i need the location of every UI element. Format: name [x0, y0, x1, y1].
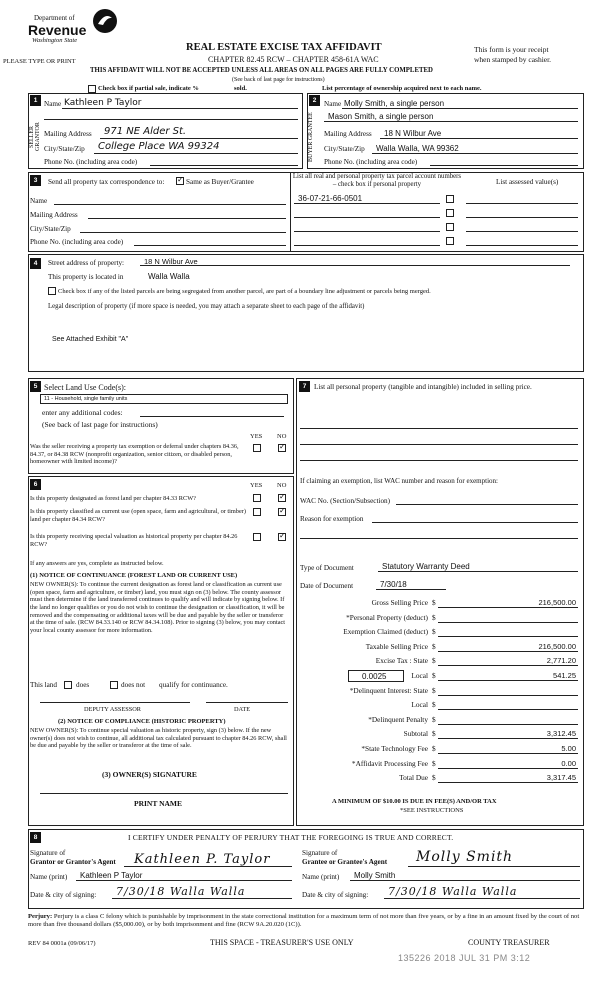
seller-side-label: SELLER GRANTOR [29, 122, 41, 152]
reason-label: Reason for exemption [300, 515, 364, 523]
historic-question: Is this property receiving special valuation as historical property per chapter 84.26 RCW? [30, 533, 238, 548]
sec5-yes-label: YES [250, 433, 263, 440]
doc-date-value: 7/30/18 [380, 580, 407, 589]
tax-row-dollar: $ [432, 641, 436, 651]
exemption-no-checkbox[interactable] [278, 444, 286, 452]
tax-row-label: Local [411, 700, 428, 710]
grantee-sig-label-2: Grantee or Grantee's Agent [302, 858, 388, 866]
tax-row-label: Excise Tax : State [375, 656, 428, 666]
buyer-name-label: Name [324, 100, 342, 108]
corr-phone-label: Phone No. (including area code) [30, 238, 124, 246]
located-in-label: This property is located in [48, 273, 124, 281]
parcel-personal-checkbox-3[interactable] [446, 223, 454, 231]
sec5-no-label: NO [277, 433, 287, 440]
tax-row-value: 0.00 [561, 758, 576, 768]
treasurer-space: THIS SPACE - TREASURER'S USE ONLY [210, 938, 354, 947]
street-address-label: Street address of property: [48, 259, 125, 267]
parcel-personal-checkbox-1[interactable] [446, 195, 454, 203]
sec6-no-label: NO [277, 482, 287, 489]
qualify-label: qualify for continuance. [159, 681, 228, 689]
tax-row-dollar: $ [432, 656, 436, 666]
receipt-line2: when stamped by cashier. [474, 55, 552, 64]
tax-row-dollar: $ [432, 744, 436, 753]
wac-label: WAC No. (Section/Subsection) [300, 497, 391, 505]
tax-row-label: Total Due [399, 773, 428, 783]
see-back-sec5: (See back of last page for instructions) [42, 420, 158, 429]
current-use-no-checkbox[interactable] [278, 508, 286, 516]
assessed-header: List assessed value(s) [496, 178, 559, 186]
tax-row-label: *Delinquent Penalty [368, 714, 428, 724]
tax-row-value: 3,317.45 [546, 773, 576, 783]
sold-label: sold. [234, 85, 247, 92]
same-as-buyer-checkbox[interactable] [176, 177, 184, 185]
grantor-signature: Kathleen P. Taylor [134, 852, 271, 867]
tax-row-label: Gross Selling Price [371, 598, 428, 607]
please-type: PLEASE TYPE OR PRINT [3, 58, 76, 65]
dor-logo [28, 6, 120, 54]
buyer-name-value-1: Molly Smith, a single person [344, 99, 445, 108]
grantee-signature: Molly Smith [416, 849, 514, 865]
if-yes-instruction: If any answers are yes, complete as instructed below. [30, 560, 164, 567]
tax-row-dollar: $ [432, 627, 436, 637]
minimum-due: A MINIMUM OF $10.00 IS DUE IN FEE(S) AND/OR TAX [332, 798, 497, 805]
perjury-notice [28, 913, 584, 929]
land-use-code-value: 11 - Household, single family units [44, 396, 128, 402]
county-treasurer: COUNTY TREASURER [468, 938, 550, 947]
tax-row-dollar: $ [432, 598, 436, 607]
section-2-number: 2 [309, 95, 320, 106]
doc-type-label: Type of Document [300, 564, 354, 572]
street-address-value: 18 N Wilbur Ave [144, 257, 198, 266]
logo-state: Washington State [32, 37, 78, 44]
same-as-buyer-label: Same as Buyer/Grantee [186, 178, 254, 186]
certify-statement: I CERTIFY UNDER PENALTY OF PERJURY THAT THE FOREGOING IS TRUE AND CORRECT. [128, 833, 454, 842]
grantee-date-label: Date & city of signing: [302, 891, 369, 899]
forest-yes-checkbox[interactable] [253, 494, 261, 502]
section-4-box [28, 254, 584, 372]
current-use-question: Is this property classified as current use (open space, farm and agricultural, or timber) land per chapter 84.34 RCW? [30, 508, 246, 523]
section-6-number: 6 [30, 479, 41, 490]
grantee-date-value: 7/30/18 Walla Walla [388, 885, 518, 898]
form-title: REAL ESTATE EXCISE TAX AFFIDAVIT [186, 42, 382, 53]
personal-property-label: List all personal property (tangible and intangible) included in selling price. [314, 383, 532, 391]
notice-compliance-title: (2) NOTICE OF COMPLIANCE (HISTORIC PROPERTY) [58, 718, 226, 725]
tax-row-label: Subtotal [403, 729, 428, 739]
tax-row-dollar: $ [432, 671, 436, 680]
corr-name-label: Name [30, 197, 48, 205]
tax-row-label: Exemption Claimed (deduct) [343, 627, 428, 637]
exemption-question: Was the seller receiving a property tax exemption or deferral under chapters 84.36, 84.37, or 84.38 RCW (nonprofit organization, senior citizen, or disabled person, homeowner with limited income)? [30, 443, 239, 466]
see-back-top: (See back of last page for instructions) [232, 77, 325, 83]
tax-row-label: Taxable Selling Price [365, 641, 428, 651]
exemption-yes-checkbox[interactable] [253, 444, 261, 452]
perjury-label: Perjury: [28, 913, 53, 920]
send-correspondence-label: Send all property tax correspondence to: [48, 178, 165, 186]
receipt-line1: This form is your receipt [474, 45, 549, 54]
section-1-number: 1 [30, 95, 41, 106]
land-does-checkbox[interactable] [64, 681, 72, 689]
cashier-stamp: 135226 2018 JUL 31 PM 3:12 [398, 953, 531, 963]
tax-row-dollar: $ [432, 700, 436, 710]
tax-row-label: Local [411, 671, 428, 680]
grantor-name-label: Name (print) [30, 873, 68, 881]
land-does-not-checkbox[interactable] [110, 681, 118, 689]
tax-row-dollar: $ [432, 758, 436, 768]
parcel-number-value: 36-07-21-66-0501 [298, 194, 363, 203]
parcel-header: List all real and personal property tax parcel account numbers – check box if personal property [292, 173, 462, 189]
legal-desc-label: Legal description of property (if more space is needed, you may attach a separate sheet to each page of the affidavit) [48, 303, 365, 310]
does-label: does [76, 681, 90, 689]
tax-row-value: 5.00 [561, 744, 576, 753]
logo-revenue: Revenue [28, 22, 87, 38]
form-subtitle: CHAPTER 82.45 RCW – CHAPTER 458-61A WAC [208, 55, 379, 64]
tax-row-value: 2,771.20 [546, 656, 576, 666]
buyer-side-label: BUYER GRANTEE [308, 112, 314, 162]
seller-name-label: Name [44, 100, 62, 108]
tax-row-value: 216,500.00 [538, 641, 576, 651]
logo-swoosh-icon [92, 8, 118, 34]
tax-row-value: 216,500.00 [538, 598, 576, 607]
exemption-claim-label: If claiming an exemption, list WAC number and reason for exemption: [300, 477, 498, 485]
rev-number: REV 84 0001a (09/06/17) [28, 940, 96, 947]
buyer-name-value-2: Mason Smith, a single person [328, 112, 434, 121]
this-land-label: This land [30, 681, 57, 689]
tax-row-dollar: $ [432, 714, 436, 724]
print-name-label: PRINT NAME [134, 799, 182, 808]
doc-date-label: Date of Document [300, 582, 354, 590]
seller-name-value: Kathleen P Taylor [64, 98, 142, 108]
partial-sale-label: Check box if partial sale, indicate % [98, 85, 199, 92]
current-use-yes-checkbox[interactable] [253, 508, 261, 516]
seller-phone-label: Phone No. (including area code) [44, 158, 138, 166]
buyer-mailing-value: 18 N Wilbur Ave [384, 129, 442, 138]
grantee-name-label: Name (print) [302, 873, 340, 881]
tax-row-label: *Personal Property (deduct) [346, 612, 428, 622]
does-not-label: does not [121, 681, 146, 689]
legal-desc-value: See Attached Exhibit "A" [52, 336, 129, 343]
grantor-sig-label-1: Signature of [30, 849, 66, 857]
corr-city-label: City/State/Zip [30, 225, 71, 233]
grantor-date-label: Date & city of signing: [30, 891, 97, 899]
local-rate-value: 0.0025 [362, 672, 387, 681]
section-5-number: 5 [30, 381, 41, 392]
tax-row-dollar: $ [432, 773, 436, 783]
see-instructions: *SEE INSTRUCTIONS [400, 807, 464, 814]
tax-row-dollar: $ [432, 612, 436, 622]
grantee-sig-label-1: Signature of [302, 849, 338, 857]
tax-row-label: *State Technology Fee [361, 744, 428, 753]
warning-text: THIS AFFIDAVIT WILL NOT BE ACCEPTED UNLESS ALL AREAS ON ALL PAGES ARE FULLY COMPLETED [90, 67, 433, 74]
historic-no-checkbox[interactable] [278, 533, 286, 541]
grantor-sig-label-2: Grantor or Grantor's Agent [30, 858, 116, 866]
partial-sale-checkbox[interactable] [88, 85, 96, 93]
sec6-yes-label: YES [250, 482, 263, 489]
section-3-number: 3 [30, 175, 41, 186]
forest-land-question: Is this property designated as forest land per chapter 84.33 RCW? [30, 495, 196, 502]
tax-row-value: 3,312.45 [546, 729, 576, 739]
tax-row-dollar: $ [432, 685, 436, 695]
seller-city-value: College Place WA 99324 [98, 141, 220, 152]
owner-signature-label: (3) OWNER(S) SIGNATURE [102, 770, 197, 779]
grantor-date-value: 7/30/18 Walla Walla [116, 885, 246, 898]
tax-row-value: 541.25 [553, 671, 576, 680]
buyer-city-value: Walla Walla, WA 99362 [376, 144, 459, 153]
perjury-text: Perjury is a class C felony which is punishable by imprisonment in the state correctional institution for a maximum term of not more than five years, or by a fine in an amount fixed by the court of not more than five thousand dollars ($5,000.00), or by both imprisonment and fine (RCW 9A.20.020 (1C)). [28, 913, 580, 928]
corr-mailing-label: Mailing Address [30, 211, 78, 219]
additional-codes-label: enter any additional codes: [42, 408, 123, 417]
deputy-assessor-label: DEPUTY ASSESSOR [84, 706, 141, 713]
notice-continuance-title: (1) NOTICE OF CONTINUANCE (FOREST LAND OR CURRENT USE) [30, 572, 238, 579]
seller-city-label: City/State/Zip [44, 145, 85, 153]
segregated-label: Check box if any of the listed parcels are being segregated from another parcel, are part of a boundary line adjustment or parcels being merged. [58, 288, 431, 295]
buyer-mailing-label: Mailing Address [324, 130, 372, 138]
segregated-checkbox[interactable] [48, 287, 56, 295]
notice-compliance-body: NEW OWNER(S): To continue special valuation as historic property, sign (3) below. If the new owner(s) does not wish to continue, all additional tax calculated pursuant to chapter 84.26 RCW, shall be due and payable by the seller or transferor at the time of sale. [30, 727, 287, 750]
deputy-date-label: DATE [234, 706, 251, 713]
seller-mailing-label: Mailing Address [44, 130, 92, 138]
located-in-value: Walla Walla [148, 272, 190, 281]
logo-dept: Department of [34, 14, 75, 22]
section-7-number: 7 [299, 381, 310, 392]
section-4-number: 4 [30, 258, 41, 269]
section-8-number: 8 [30, 832, 41, 843]
buyer-city-label: City/State/Zip [324, 145, 365, 153]
notice-continuance-body: NEW OWNER(S): To continue the current designation as forest land or classification as current use (open space, farm and agriculture, or timber) land, you must sign on (3) below. The county assessor must then determine if the land transferred continues to qualify and will indicate by signing below. If the land no longer qualifies or you do not wish to continue the designation or classification, it will be removed and the compensating or additional taxes will be due and payable by the seller or transferor at the time of sale. (RCW 84.33.140 or RCW 84.34.108). Prior to signing (3) below, you may contact your local county assessor for more information. [30, 581, 286, 635]
doc-type-value: Statutory Warranty Deed [382, 562, 470, 571]
grantee-name-value: Molly Smith [354, 871, 396, 880]
forest-no-checkbox[interactable] [278, 494, 286, 502]
tax-row-label: *Affidavit Processing Fee [351, 758, 428, 768]
buyer-phone-label: Phone No. (including area code) [324, 158, 418, 166]
parcel-personal-checkbox-2[interactable] [446, 209, 454, 217]
historic-yes-checkbox[interactable] [253, 533, 261, 541]
tax-row-label: *Delinquent Interest: State [349, 685, 428, 695]
parcel-personal-checkbox-4[interactable] [446, 237, 454, 245]
tax-row-dollar: $ [432, 729, 436, 739]
select-land-use-label: Select Land Use Code(s): [44, 383, 126, 392]
pct-ownership-label: List percentage of ownership acquired next to each name. [322, 85, 482, 92]
seller-mailing-value: 971 NE Alder St. [104, 126, 187, 137]
grantor-name-value: Kathleen P Taylor [80, 871, 143, 880]
